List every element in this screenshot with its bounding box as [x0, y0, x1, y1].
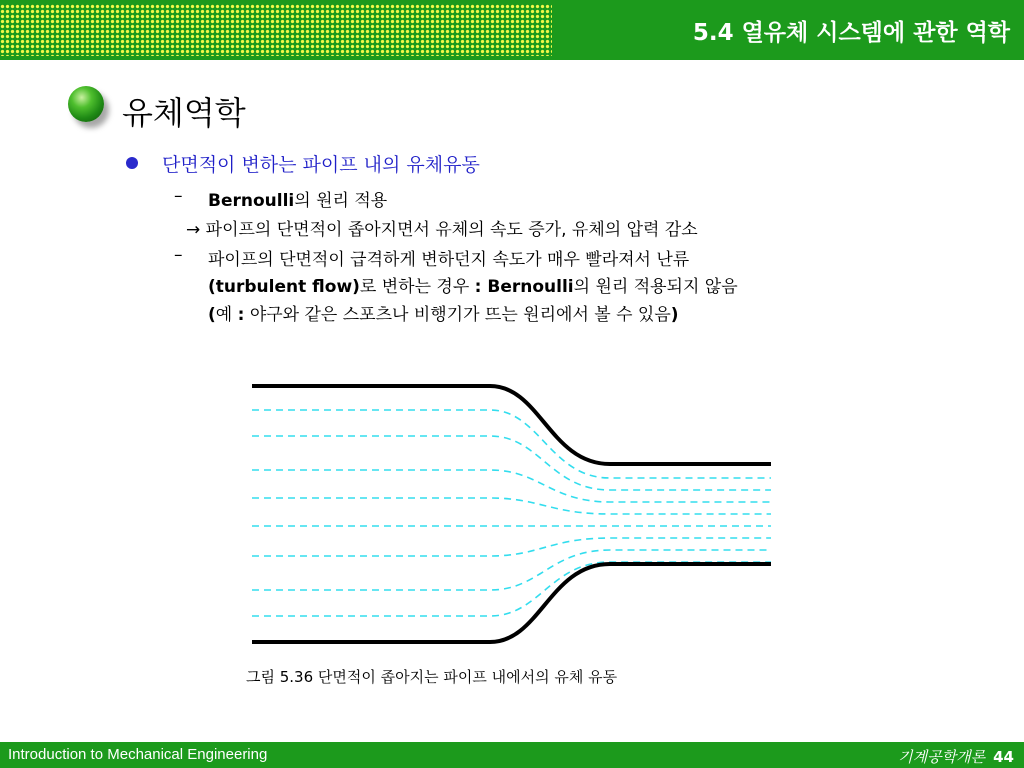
figure-caption: 그림 5.36 단면적이 좁아지는 파이프 내에서의 유체 유동: [246, 668, 618, 686]
sub-item-turbulent-line2: [208, 272, 738, 297]
pipe-flow-figure: [240, 372, 780, 652]
bullet-dot-icon: [126, 157, 138, 169]
footer-course-title: Introduction to Mechanical Engineering: [8, 746, 268, 763]
streamlines: [252, 410, 771, 616]
header-dot-pattern: [0, 4, 552, 56]
sub-item-text: 의 원리 적용되지 않음: [573, 277, 738, 297]
sub-item-example: [208, 300, 679, 325]
pipe-wall-top: [252, 386, 771, 464]
dash-marker: –: [174, 186, 183, 206]
streamline: [252, 498, 771, 514]
sub-item-text: 의 원리 적용: [294, 191, 388, 211]
sub-item-text: 로 변하는 경우: [359, 277, 475, 297]
section-title: 5.4 열유체 시스템에 관한 역학: [692, 20, 1010, 46]
streamline: [252, 410, 771, 478]
streamline: [252, 538, 771, 556]
header-bar: [0, 0, 1024, 60]
sub-item-bernoulli: [208, 186, 387, 211]
bernoulli-term: : Bernoulli: [474, 277, 574, 297]
slide-title: 유체역학: [122, 94, 246, 132]
arrow-explanation: → 파이프의 단면적이 좁아지면서 유체의 속도 증가, 유체의 압력 감소: [186, 220, 698, 240]
sub-item-text: 야구와 같은 스포츠나 비행기가 뜨는 원리에서 볼 수 있음: [244, 305, 671, 325]
paren-open: (: [208, 305, 216, 325]
page-number: 44: [993, 748, 1014, 766]
dash-marker: –: [174, 245, 183, 265]
pipe-wall-bottom: [252, 564, 771, 642]
turbulent-term: (turbulent flow): [208, 277, 360, 297]
sub-item-text: 예: [215, 305, 238, 325]
colon: :: [237, 305, 245, 325]
streamline: [252, 562, 771, 616]
footer-course-name: 기계공학개론: [898, 748, 986, 766]
footer-page-info: [898, 746, 1014, 767]
bullet-text: 단면적이 변하는 파이프 내의 유체유동: [162, 154, 480, 176]
bernoulli-term: Bernoulli: [208, 191, 295, 211]
green-ball-icon: [68, 86, 104, 122]
footer-bar: [0, 742, 1024, 768]
paren-close: ): [670, 305, 679, 325]
sub-item-turbulent-line1: 파이프의 단면적이 급격하게 변하던지 속도가 매우 빨라져서 난류: [208, 250, 690, 270]
